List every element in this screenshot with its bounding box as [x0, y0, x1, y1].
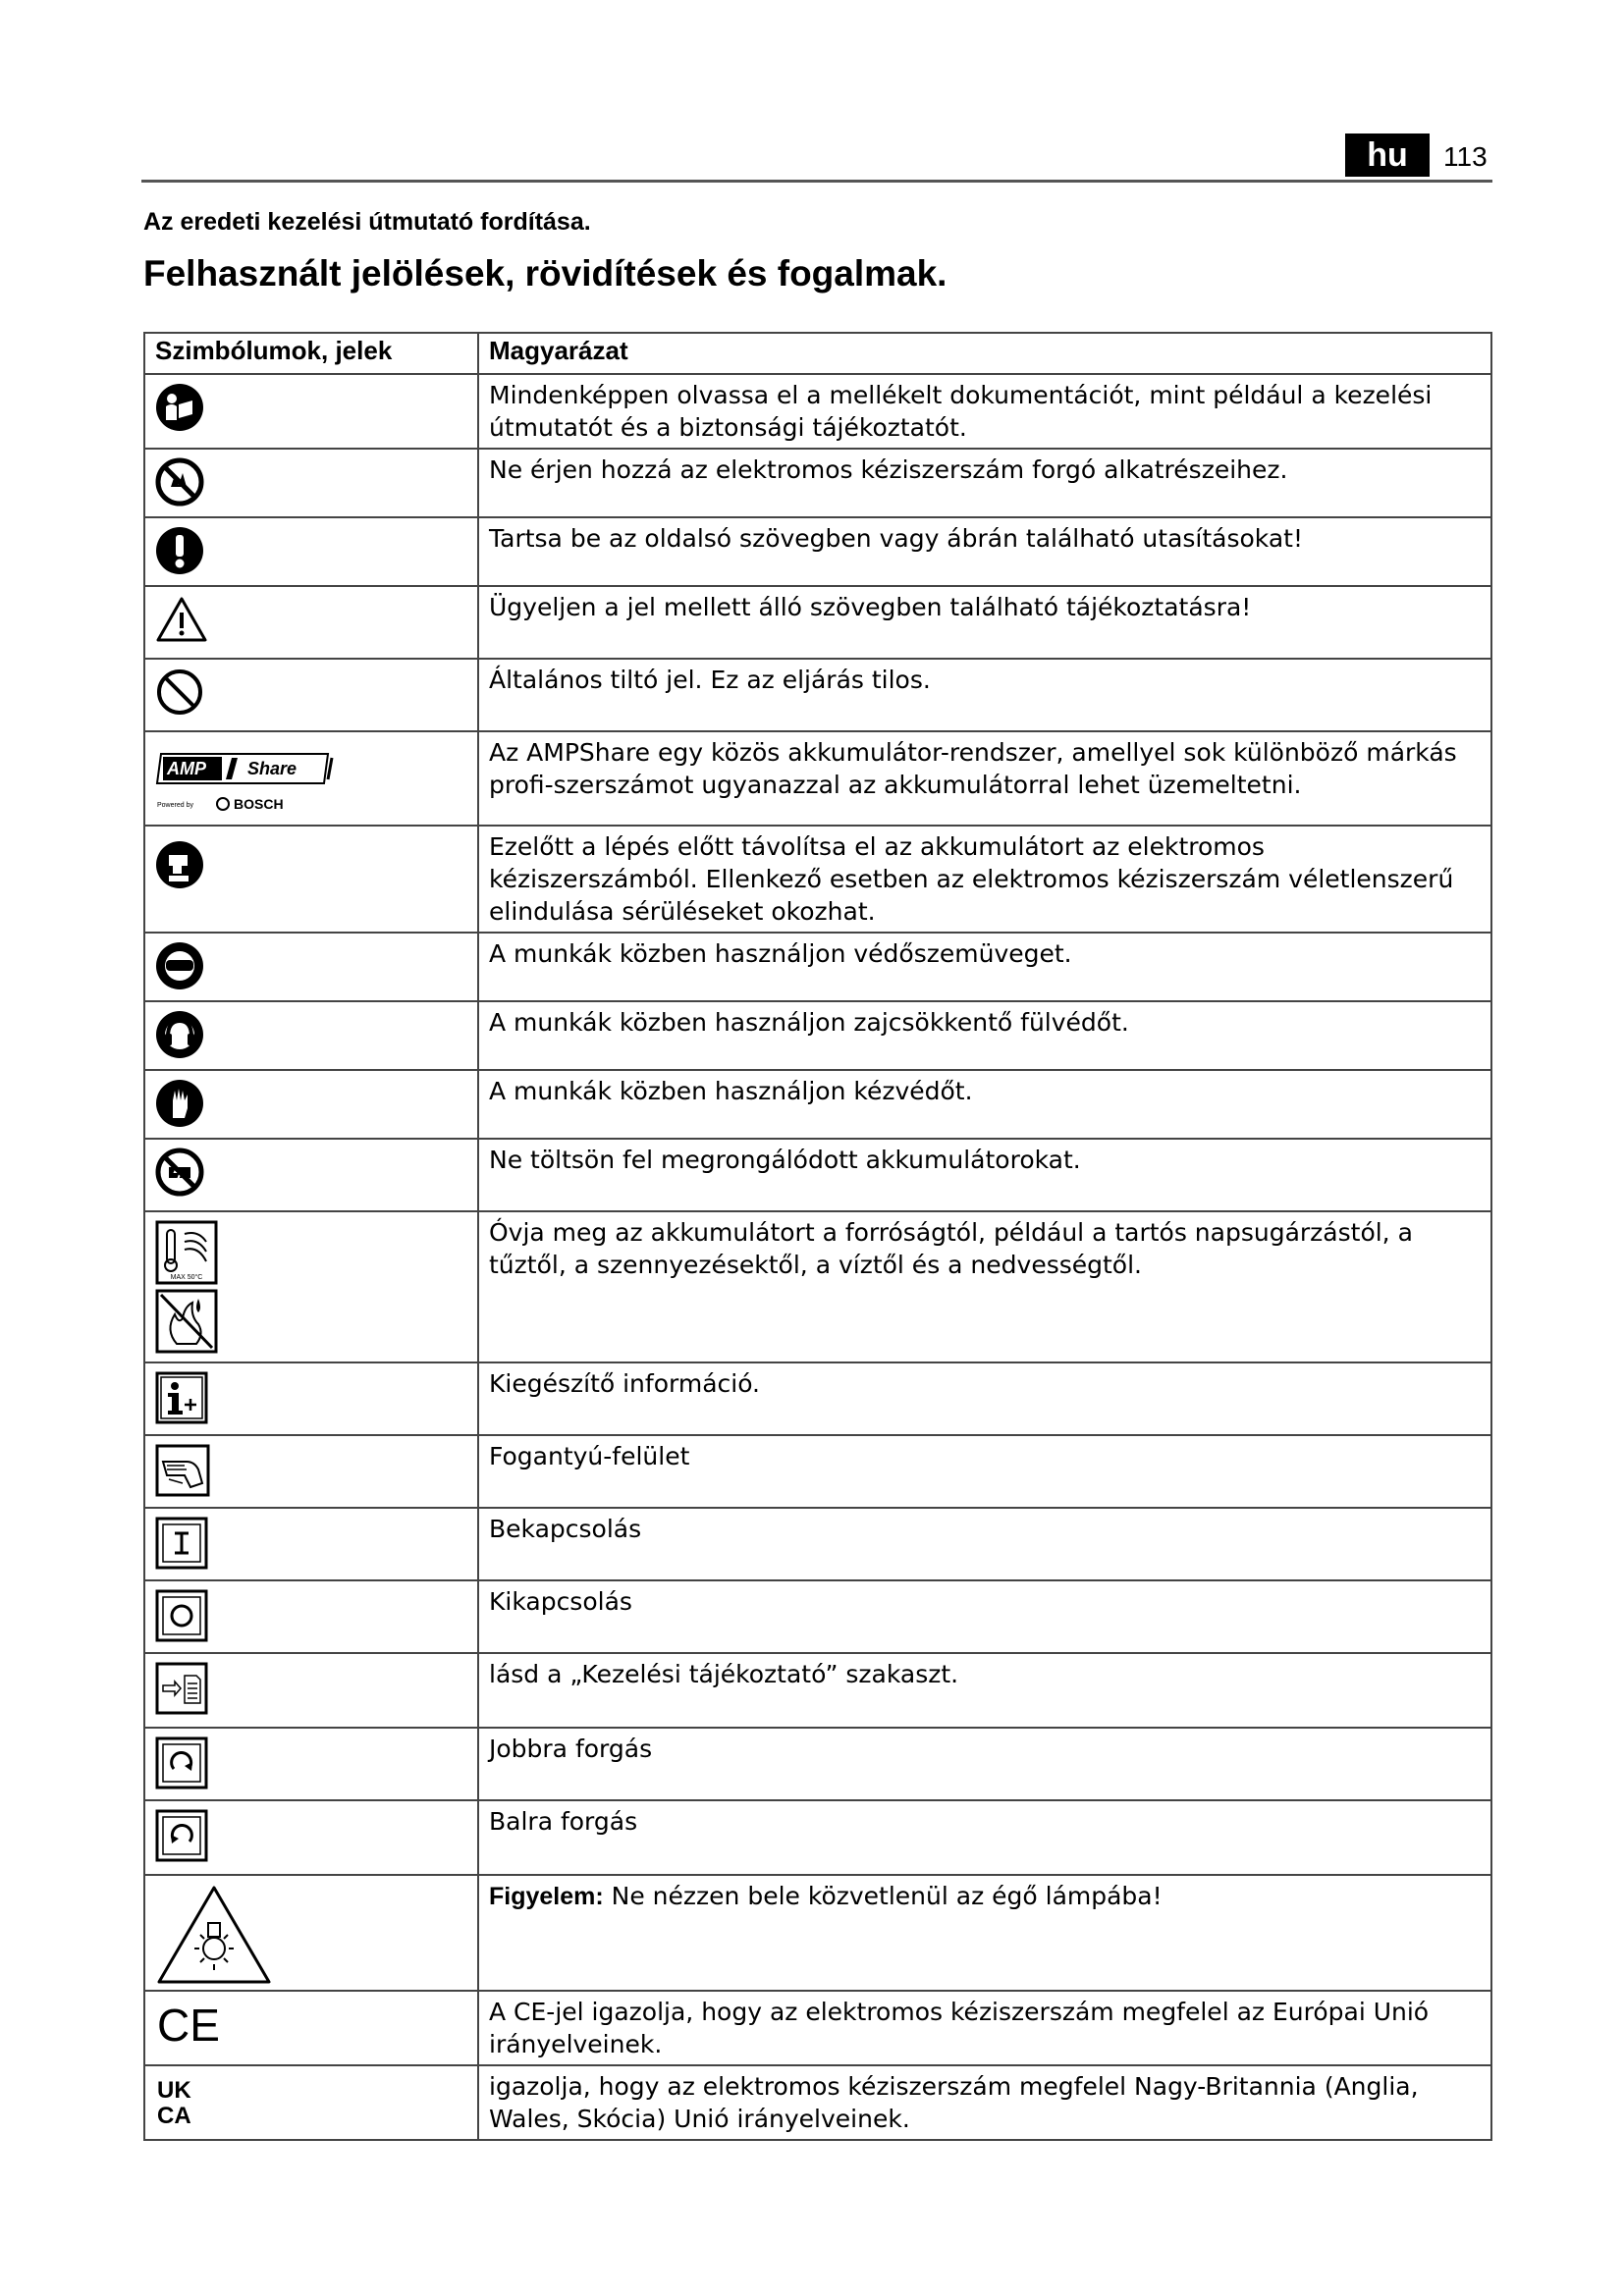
table-row — [144, 1211, 1491, 1362]
row-description: igazolja, hogy az elektromos kéziszerszám megfelel Nagy-Britannia (Anglia, Wales, Skócia) Unió irányelveinek. — [478, 2065, 1491, 2140]
no-damaged-battery-charge-icon — [155, 1148, 204, 1197]
no-touch-rotating-parts-icon — [155, 457, 204, 507]
power-on-icon — [155, 1517, 208, 1570]
table-row — [144, 1435, 1491, 1508]
ukca-mark-line2: CA — [157, 2103, 191, 2129]
row-description: A munkák közben használjon kézvédőt. — [478, 1070, 1491, 1139]
page-number: 113 — [1443, 141, 1488, 172]
table-row — [144, 1653, 1491, 1728]
table-row — [144, 1991, 1491, 2065]
row-description — [478, 1875, 1491, 1991]
ampshare-powered-text: Powered by — [157, 802, 193, 809]
caution-label: Figyelem: — [489, 1883, 604, 1910]
hand-protection-icon — [155, 1079, 204, 1128]
row-description: Kikapcsolás — [478, 1580, 1491, 1653]
table-row — [144, 449, 1491, 517]
table-row — [144, 1800, 1491, 1875]
read-manual-icon — [155, 383, 204, 432]
row-description: Általános tiltó jel. Ez az eljárás tilos. — [478, 659, 1491, 731]
table-row — [144, 659, 1491, 731]
row-description: Ne töltsön fel megrongálódott akkumulátorokat. — [478, 1139, 1491, 1211]
table-row — [144, 1070, 1491, 1139]
row-description: Óvja meg az akkumulátort a forróságtól, például a tartós napsugárzástól, a tűztől, a szennyezésektől, a víztől és a nedvességtől. — [478, 1211, 1491, 1362]
document-subtitle: Az eredeti kezelési útmutató fordítása. — [143, 208, 591, 236]
table-header-row — [144, 333, 1491, 374]
column-header-symbols: Szimbólumok, jelek — [144, 333, 478, 374]
row-description: Ezelőtt a lépés előtt távolítsa el az akkumulátort az elektromos kéziszerszámból. Ellenkező esetben az elektromos kéziszerszám véletlenszerű elindulása sérüléseket okozhat. — [478, 826, 1491, 933]
row-description: Balra forgás — [478, 1800, 1491, 1875]
ce-mark-icon — [155, 2000, 224, 2049]
warning-triangle-icon — [155, 595, 208, 644]
table-row — [144, 1875, 1491, 1991]
table-row — [144, 1580, 1491, 1653]
ampshare-brand-text: BOSCH — [234, 796, 284, 812]
table-row — [144, 1001, 1491, 1070]
grip-surface-icon — [155, 1444, 210, 1497]
row-description: Fogantyú-felület — [478, 1435, 1491, 1508]
table-row — [144, 586, 1491, 659]
ukca-mark-line1: UK — [157, 2077, 191, 2104]
row-description: lásd a „Kezelési tájékoztató” szakaszt. — [478, 1653, 1491, 1728]
lamp-warning-icon — [155, 1884, 273, 1986]
table-row — [144, 2065, 1491, 2140]
table-row — [144, 374, 1491, 449]
table-row — [144, 1139, 1491, 1211]
row-description: Mindenképpen olvassa el a mellékelt dokumentációt, mint például a kezelési útmutatót és a biztonsági tájékoztatót. — [478, 374, 1491, 449]
ampshare-amp-text: AMP — [167, 759, 206, 778]
protect-battery-heat-icon — [155, 1220, 218, 1354]
table-row — [144, 826, 1491, 933]
row-description: A munkák közben használjon védőszemüveget. — [478, 933, 1491, 1001]
power-off-icon — [155, 1589, 208, 1642]
rotation-right-icon — [155, 1736, 208, 1789]
table-row — [144, 1362, 1491, 1435]
table-row — [144, 1728, 1491, 1800]
table-row — [144, 933, 1491, 1001]
row-description: Tartsa be az oldalsó szövegben vagy ábrán található utasításokat! — [478, 517, 1491, 586]
additional-info-icon — [155, 1371, 208, 1424]
ampshare-logo-icon — [155, 740, 342, 819]
ukca-mark-icon — [155, 2074, 204, 2129]
ampshare-share-text: Share — [247, 759, 298, 778]
symbols-table — [143, 332, 1492, 2141]
row-description: Ne érjen hozzá az elektromos kéziszerszám forgó alkatrészeihez. — [478, 449, 1491, 517]
table-row — [144, 1508, 1491, 1580]
language-tag: hu — [1345, 133, 1430, 177]
row-description: Az AMPShare egy közös akkumulátor-rendszer, amellyel sok különböző márkás profi-szerszámot ugyanazzal az akkumulátorral lehet üzemeltetni. — [478, 731, 1491, 826]
remove-battery-icon — [155, 840, 204, 889]
table-row — [144, 517, 1491, 586]
row-description: A munkák közben használjon zajcsökkentő fülvédőt. — [478, 1001, 1491, 1070]
prohibition-icon — [155, 667, 204, 717]
row-description: Kiegészítő információ. — [478, 1362, 1491, 1435]
row-description: Jobbra forgás — [478, 1728, 1491, 1800]
column-header-meaning: Magyarázat — [478, 333, 1491, 374]
table-row — [144, 731, 1491, 826]
safety-goggles-icon — [155, 941, 204, 990]
caution-text: Ne nézzen bele közvetlenül az égő lámpába! — [611, 1882, 1163, 1910]
ear-protection-icon — [155, 1010, 204, 1059]
header-divider — [141, 180, 1492, 183]
row-description: Bekapcsolás — [478, 1508, 1491, 1580]
row-description: A CE-jel igazolja, hogy az elektromos kéziszerszám megfelel az Európai Unió irányelveinek. — [478, 1991, 1491, 2065]
mandatory-exclamation-icon — [155, 526, 204, 575]
rotation-left-icon — [155, 1809, 208, 1862]
ce-mark-text: CE — [157, 2000, 220, 2049]
max-temperature-label: MAX 50°C — [170, 1274, 203, 1281]
see-operating-info-icon — [155, 1662, 208, 1715]
page-title: Felhasznált jelölések, rövidítések és fogalmak. — [143, 253, 947, 294]
row-description: Ügyeljen a jel mellett álló szövegben található tájékoztatásra! — [478, 586, 1491, 659]
